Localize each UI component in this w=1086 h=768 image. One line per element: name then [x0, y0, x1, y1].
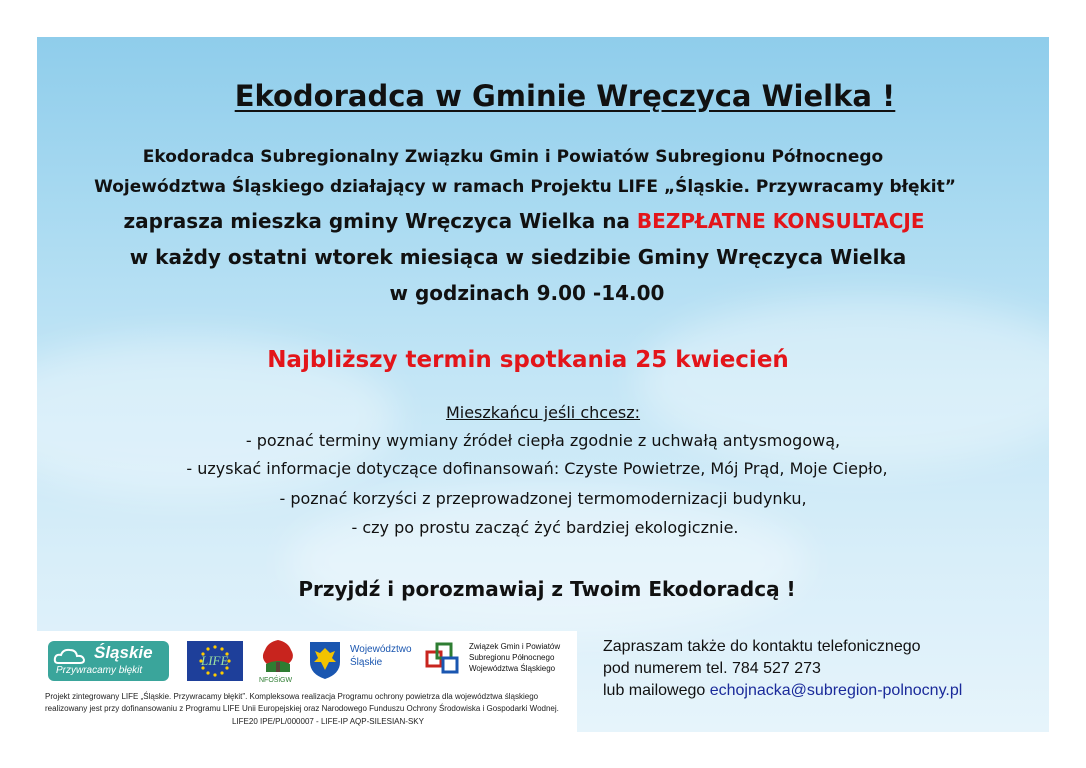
list-item: - poznać terminy wymiany źródeł ciepła zgodnie z uchwałą antysmogową,	[245, 431, 841, 450]
wojewodztwo-label-2: Śląskie	[350, 657, 383, 668]
nfosigw-label: NFOŚiGW	[259, 677, 293, 684]
life-label: LIFE	[201, 653, 229, 668]
list-item: - poznać korzyści z przeprowadzonej termomodernizacji budynku,	[279, 489, 807, 508]
cloud-decoration	[287, 487, 807, 637]
contact-block	[603, 636, 962, 702]
eu-life-logo	[187, 641, 243, 681]
slaskie-logo	[48, 641, 169, 681]
footnote-line-1: Projekt zintegrowany LIFE „Śląskie. Przywracamy błękit”. Kompleksowa realizacja Programu ochrony powietrza dla województwa śląskiego	[45, 692, 539, 701]
contact-email-prefix: lub mailowego	[603, 682, 710, 699]
intro-line-3	[37, 209, 1030, 233]
zwiazek-label-2: Subregionu Północnego	[469, 653, 555, 662]
cloud-icon	[52, 645, 92, 667]
nfosigw-logo	[258, 638, 298, 688]
footnote-line-2: realizowany jest przy dofinansowaniu z Programu LIFE Unii Europejskiej oraz Narodowego Funduszu Ochrony Środowiska i Gospodarki Wodnej.	[45, 704, 559, 713]
poster-background	[37, 37, 1049, 732]
zwiazek-gmin-logo	[423, 640, 573, 682]
poster-title: Ekodoradca w Gminie Wręczyca Wielka !	[234, 79, 896, 113]
contact-phone: pod numerem tel. 784 527 273	[603, 660, 821, 677]
footnote-line-3: LIFE20 IPE/PL/000007 - LIFE-IP AQP-SILESIAN-SKY	[232, 717, 424, 726]
intro-line-3-prefix: zaprasza mieszka gminy Wręczyca Wielka na	[123, 209, 637, 233]
next-meeting-date: Najbliższy termin spotkania 25 kwiecień	[267, 347, 789, 373]
contact-line-1: Zapraszam także do kontaktu telefonicznego	[603, 638, 921, 655]
contact-line-3	[603, 680, 962, 702]
tree-icon	[258, 638, 298, 676]
zwiazek-label-3: Województwa Śląskiego	[469, 664, 556, 673]
contact-email-link[interactable]: echojnacka@subregion-polnocny.pl	[709, 682, 963, 699]
list-item: - uzyskać informacje dotyczące dofinansowań: Czyste Powietrze, Mój Prąd, Moje Ciepło,	[186, 459, 888, 478]
slaskie-logo-title: Śląskie	[94, 643, 153, 662]
intro-line-2: Województwa Śląskiego działający w ramach Projektu LIFE „Śląskie. Przywracamy błękit”	[94, 177, 956, 197]
zwiazek-squares-icon	[423, 640, 463, 680]
intro-line-5: w godzinach 9.00 -14.00	[389, 281, 665, 305]
list-item: - czy po prostu zacząć żyć bardziej ekologicznie.	[351, 518, 739, 537]
list-heading: Mieszkańcu jeśli chcesz:	[445, 403, 641, 422]
slaskie-logo-subtitle: Przywracamy błękit	[56, 665, 143, 676]
call-to-action: Przyjdź i porozmawiaj z Twoim Ekodoradcą !	[298, 577, 796, 601]
coat-of-arms-icon	[308, 640, 342, 680]
wojewodztwo-slaskie-logo	[308, 640, 418, 682]
zwiazek-label-1: Związek Gmin i Powiatów	[469, 642, 561, 651]
intro-line-4: w każdy ostatni wtorek miesiąca w siedzibie Gminy Wręczyca Wielka	[129, 245, 907, 269]
free-consultations-highlight: BEZPŁATNE KONSULTACJE	[636, 209, 925, 233]
intro-line-1: Ekodoradca Subregionalny Związku Gmin i Powiatów Subregionu Północnego	[142, 147, 884, 167]
wojewodztwo-label-1: Województwo	[350, 644, 412, 655]
